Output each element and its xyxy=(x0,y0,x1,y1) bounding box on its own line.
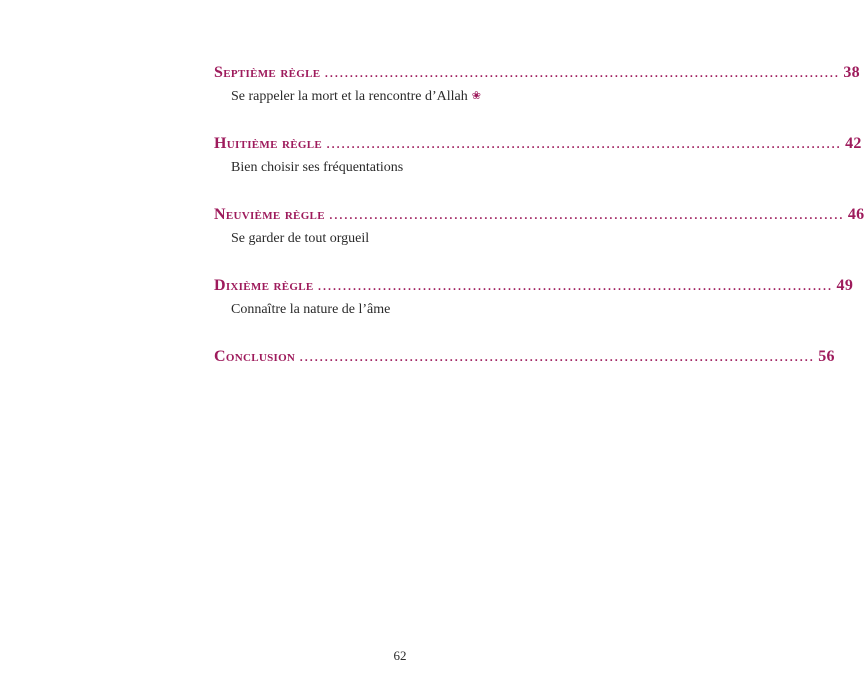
toc-entry-title: Neuvième règle xyxy=(214,206,325,223)
toc-entry-subtitle-text: Se rappeler la mort et la rencontre d’Allah xyxy=(231,89,468,104)
toc-entry-title: Dixième règle xyxy=(214,277,314,294)
toc-entry-subtitle-text: Bien choisir ses fréquentations xyxy=(231,160,404,175)
toc-entry-dixieme-regle xyxy=(214,275,854,346)
toc-entry-subtitle xyxy=(231,158,586,177)
toc-entry-heading xyxy=(214,62,860,84)
toc-entry-page-number: 42 xyxy=(845,135,862,152)
toc-entry-heading xyxy=(214,204,864,226)
toc-entry-page-number: 56 xyxy=(818,348,835,365)
toc-entry-title: Conclusion xyxy=(214,348,296,365)
page-number: 62 xyxy=(393,648,407,663)
toc-entry-subtitle-text: Se garder de tout orgueil xyxy=(231,231,370,246)
toc-entry-heading xyxy=(214,133,862,155)
toc-entry-page-number: 49 xyxy=(836,277,854,294)
toc-entry-heading xyxy=(214,346,835,368)
toc-entry-page-number: 38 xyxy=(843,64,860,81)
dot-leader: ....................................................................................................... xyxy=(324,64,840,81)
toc-entry-conclusion xyxy=(214,346,835,417)
toc-entry-title: Huitième règle xyxy=(214,135,323,152)
toc-entry-neuvieme-regle xyxy=(214,204,864,275)
dot-leader: ....................................................................................................... xyxy=(317,277,833,294)
toc-entry-subtitle xyxy=(231,229,586,248)
dot-leader: ....................................................................................................... xyxy=(299,348,815,365)
toc-entry-page-number: 46 xyxy=(847,206,864,223)
table-of-contents xyxy=(214,62,864,417)
toc-entry-septieme-regle xyxy=(214,62,860,133)
dot-leader: ....................................................................................................... xyxy=(328,206,844,223)
toc-entry-title: Septième règle xyxy=(214,64,321,81)
honorific-glyph-icon: ❀ xyxy=(471,90,481,102)
toc-entry-subtitle xyxy=(231,87,586,106)
dot-leader: ....................................................................................................... xyxy=(326,135,842,152)
toc-entry-subtitle xyxy=(231,300,586,319)
toc-entry-huitieme-regle xyxy=(214,133,862,204)
toc-entry-subtitle-text: Connaître la nature de l’âme xyxy=(231,302,391,317)
toc-entry-heading xyxy=(214,275,854,297)
